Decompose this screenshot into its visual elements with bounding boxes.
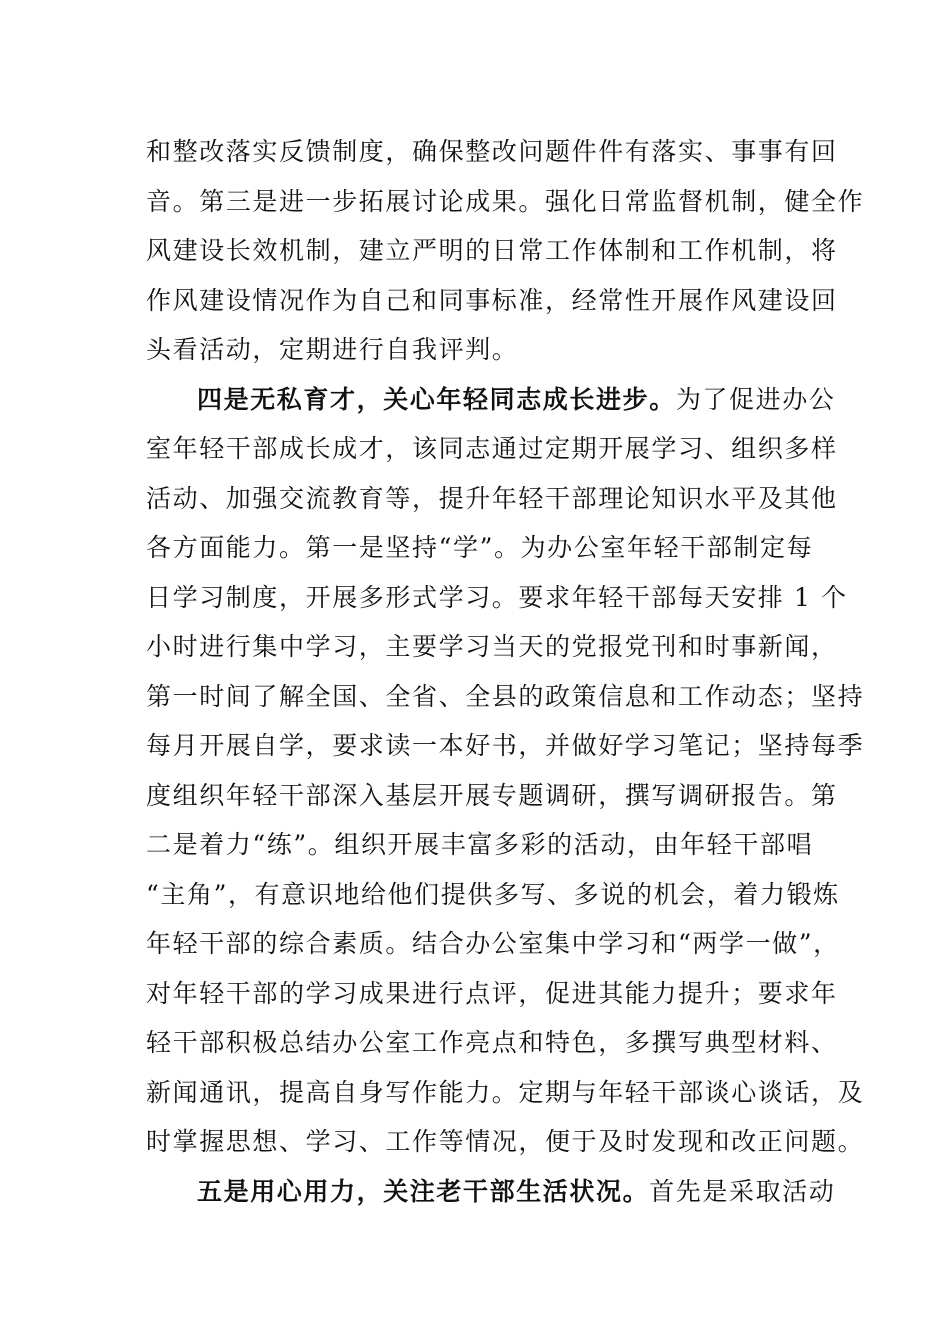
text-line: “主角”，有意识地给他们提供多写、多说的机会，着力锻炼: [146, 879, 840, 909]
paragraph-text: 为了促进办公: [675, 384, 836, 414]
text-line: 室年轻干部成长成才，该同志通过定期开展学习、组织多样: [146, 434, 838, 463]
paragraph-five: [146, 1167, 836, 1217]
paragraph-first-line: [146, 375, 836, 425]
paragraph-four: [146, 375, 865, 1167]
text-line: 活动、加强交流教育等，提升年轻干部理论知识水平及其他: [146, 483, 838, 513]
text-line: 风建设长效机制，建立严明的日常工作体制和工作机制，将: [146, 236, 838, 265]
paragraph-first-line: [146, 1167, 836, 1217]
paragraph-heading: 四是无私育才，关心年轻同志成长进步。: [197, 384, 676, 414]
paragraph-text: 首先是采取活动: [649, 1176, 836, 1206]
text-line: 音。第三是进一步拓展讨论成果。强化日常监督机制，健全作: [146, 186, 865, 216]
text-line: 小时进行集中学习，主要学习当天的党报党刊和时事新闻，: [146, 632, 838, 661]
text-line: 时掌握思想、学习、工作等情况，便于及时发现和改正问题。: [146, 1127, 865, 1156]
text-line: 每月开展自学，要求读一本好书，并做好学习笔记；坚持每季: [146, 731, 865, 760]
text-line: 日学习制度，开展多形式学习。要求年轻干部每天安排 1 个: [146, 582, 848, 612]
text-line: 第一时间了解全国、全省、全县的政策信息和工作动态；坚持: [146, 681, 865, 711]
text-line: 对年轻干部的学习成果进行点评，促进其能力提升；要求年: [146, 978, 838, 1008]
text-line: 头看活动，定期进行自我评判。: [146, 335, 519, 364]
text-line: 和整改落实反馈制度，确保整改问题件件有落实、事事有回: [146, 137, 838, 166]
text-line: 度组织年轻干部深入基层开展专题调研，撰写调研报告。第: [146, 780, 838, 810]
paragraph-continuation: [146, 127, 865, 375]
document-body: [146, 127, 865, 1216]
text-line: 年轻干部的综合素质。结合办公室集中学习和“两学一做”，: [146, 929, 840, 958]
text-line: 作风建设情况作为自己和同事标准，经常性开展作风建设回: [146, 285, 838, 315]
text-line: 轻干部积极总结办公室工作亮点和特色，多撰写典型材料、: [146, 1028, 838, 1057]
text-line: 二是着力“练”。组织开展丰富多彩的活动，由年轻干部唱: [146, 830, 814, 859]
paragraph-heading: 五是用心用力，关注老干部生活状况。: [197, 1176, 650, 1206]
text-line: 各方面能力。第一是坚持“学”。为办公室年轻干部制定每: [146, 533, 814, 562]
text-line: 新闻通讯，提高自身写作能力。定期与年轻干部谈心谈话，及: [146, 1077, 865, 1107]
